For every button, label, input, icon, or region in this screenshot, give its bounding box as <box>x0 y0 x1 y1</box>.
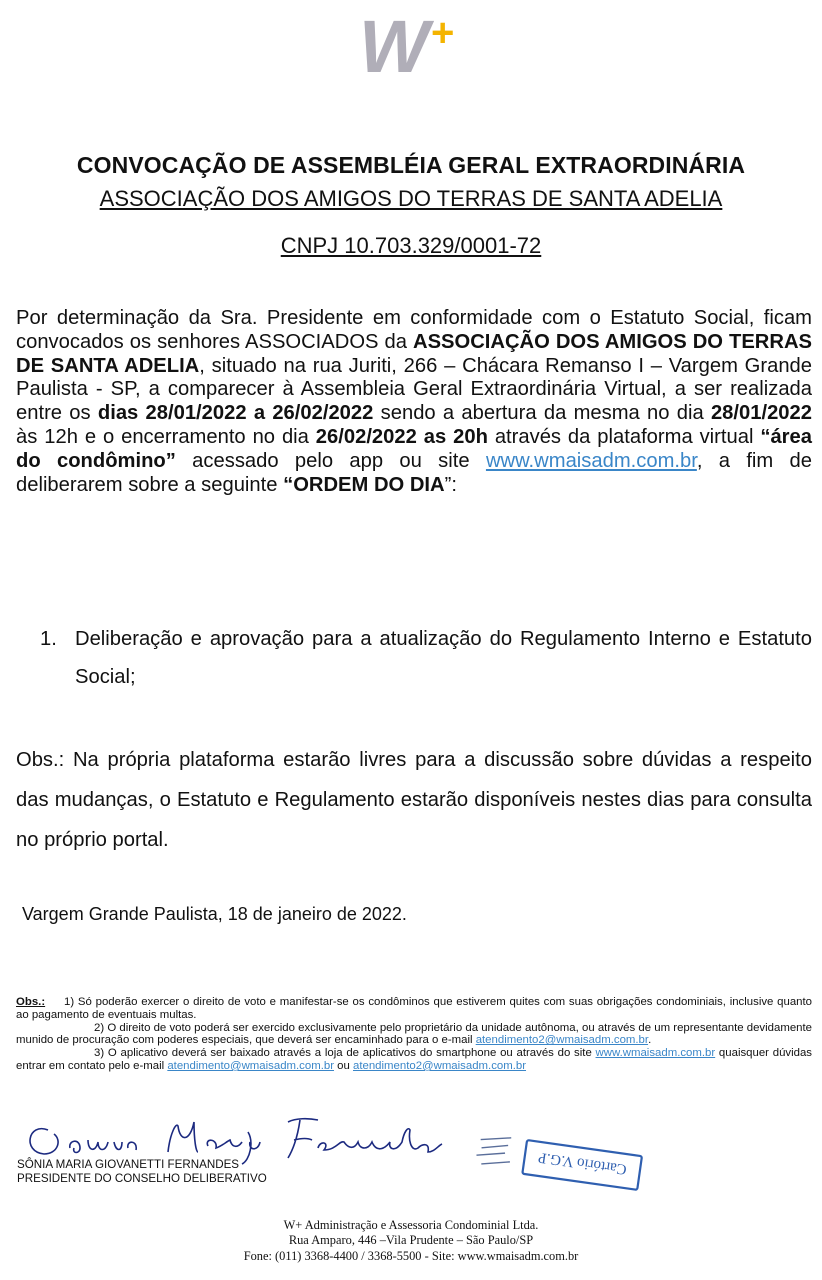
agenda-item-text: Deliberação e aprovação para a atualização do Regulamento Interno e Estatuto Social; <box>75 628 812 688</box>
document-title: CONVOCAÇÃO DE ASSEMBLÉIA GERAL EXTRAORDINÁRIA <box>76 152 746 178</box>
platform-name: “área do condômino” <box>16 425 812 472</box>
association-name: ASSOCIAÇÃO DOS AMIGOS DO TERRAS DE SANTA ADELIA <box>99 186 723 211</box>
footer-company: W+ Administração e Assessoria Condominial Ltda. <box>283 1218 539 1232</box>
logo-w: W <box>359 6 429 82</box>
note-3-email2-link[interactable]: atendimento2@wmaisadm.com.br <box>353 1059 527 1072</box>
footer-address: Rua Amparo, 446 –Vila Prudente – São Paulo/SP <box>288 1233 534 1248</box>
signatory-role: PRESIDENTE DO CONSELHO DELIBERATIVO <box>17 1172 267 1185</box>
note-2-email-link[interactable]: atendimento2@wmaisadm.com.br <box>475 1034 649 1047</box>
svg-text:Cartório V.G.P: Cartório V.G.P <box>537 1148 628 1178</box>
footer <box>0 1218 822 1264</box>
footer-contact: Fone: (011) 3368-4400 / 3368-5500 - Site: www.wmaisadm.com.br <box>243 1248 579 1263</box>
wmais-logo <box>357 6 469 82</box>
opening-date: 28/01/2022 <box>710 402 812 425</box>
note-3-email1-link[interactable]: atendimento@wmaisadm.com.br <box>167 1059 334 1072</box>
association-bold: ASSOCIAÇÃO DOS AMIGOS DO TERRAS DE SANTA ADELIA <box>16 330 812 377</box>
note-2: 2) O direito de voto poderá ser exercido exclusivamente pelo proprietário da unidade autônoma, ou através de um representante devidamente munido de procuração com poderes especiais, que deverá ser encaminhado para o e-mail atendimento2@wmaisadm.com.br. <box>16 1021 812 1047</box>
footnotes <box>16 996 812 1073</box>
note-3-site-link[interactable]: www.wmaisadm.com.br <box>595 1047 716 1060</box>
signatory <box>17 1158 267 1186</box>
signatory-name: SÔNIA MARIA GIOVANETTI FERNANDES <box>17 1158 240 1171</box>
closing-date: 26/02/2022 as 20h <box>315 425 488 448</box>
agenda-item <box>40 620 812 696</box>
cnpj-number: CNPJ 10.703.329/0001-72 <box>280 233 542 258</box>
notary-stamp <box>468 1132 658 1198</box>
dates-range: dias 28/01/2022 a 26/02/2022 <box>97 402 374 425</box>
agenda-item-number: 1. <box>40 628 57 650</box>
note-1: Obs.: 1) Só poderão exercer o direito de voto e manifestar-se os condôminos que estiverem quites com suas obrigações condominiais, inclusive quanto ao pagamento de eventuais multas. <box>16 996 812 1021</box>
ordem-do-dia: “ORDEM DO DIA <box>283 473 445 496</box>
date-line: Vargem Grande Paulista, 18 de janeiro de 2022. <box>22 904 407 924</box>
observation-paragraph: Obs.: Na própria plataforma estarão livres para a discussão sobre dúvidas a respeito das mudanças, o Estatuto e Regulamento estarão disponíveis nestes dias para consulta no próprio portal. <box>16 749 812 851</box>
logo-plus: + <box>431 11 455 55</box>
site-link[interactable]: www.wmaisadm.com.br <box>485 449 697 472</box>
convocation-paragraph: Por determinação da Sra. Presidente em conformidade com o Estatuto Social, ficam convocados os senhores ASSOCIADOS da ASSOCIAÇÃO DOS AMIGOS DO TERRAS DE SANTA ADELIA, situado na rua Juriti, 266 – Chácara Remanso I – Vargem Grande Paulista - SP, a comparecer à Assembleia Geral Extraordinária Virtual, a ser realizada entre os dias 28/01/2022 a 26/02/2022 sendo a abertura da mesma no dia 28/01/2022 às 12h e o encerramento no dia 26/02/2022 as 20h através da plataforma virtual “área do condômino” acessado pelo app ou site www.wmaisadm.com.br, a fim de deliberarem sobre a seguinte “ORDEM DO DIA”: <box>16 307 813 496</box>
note-3: 3) O aplicativo deverá ser baixado através a loja de aplicativos do smartphone ou através do site www.wmaisadm.com.br quaisquer dúvidas entrar em contato pelo e-mail atendimento@wmaisadm.com.br ou atendimento2@wmaisadm.com.br <box>16 1047 812 1072</box>
